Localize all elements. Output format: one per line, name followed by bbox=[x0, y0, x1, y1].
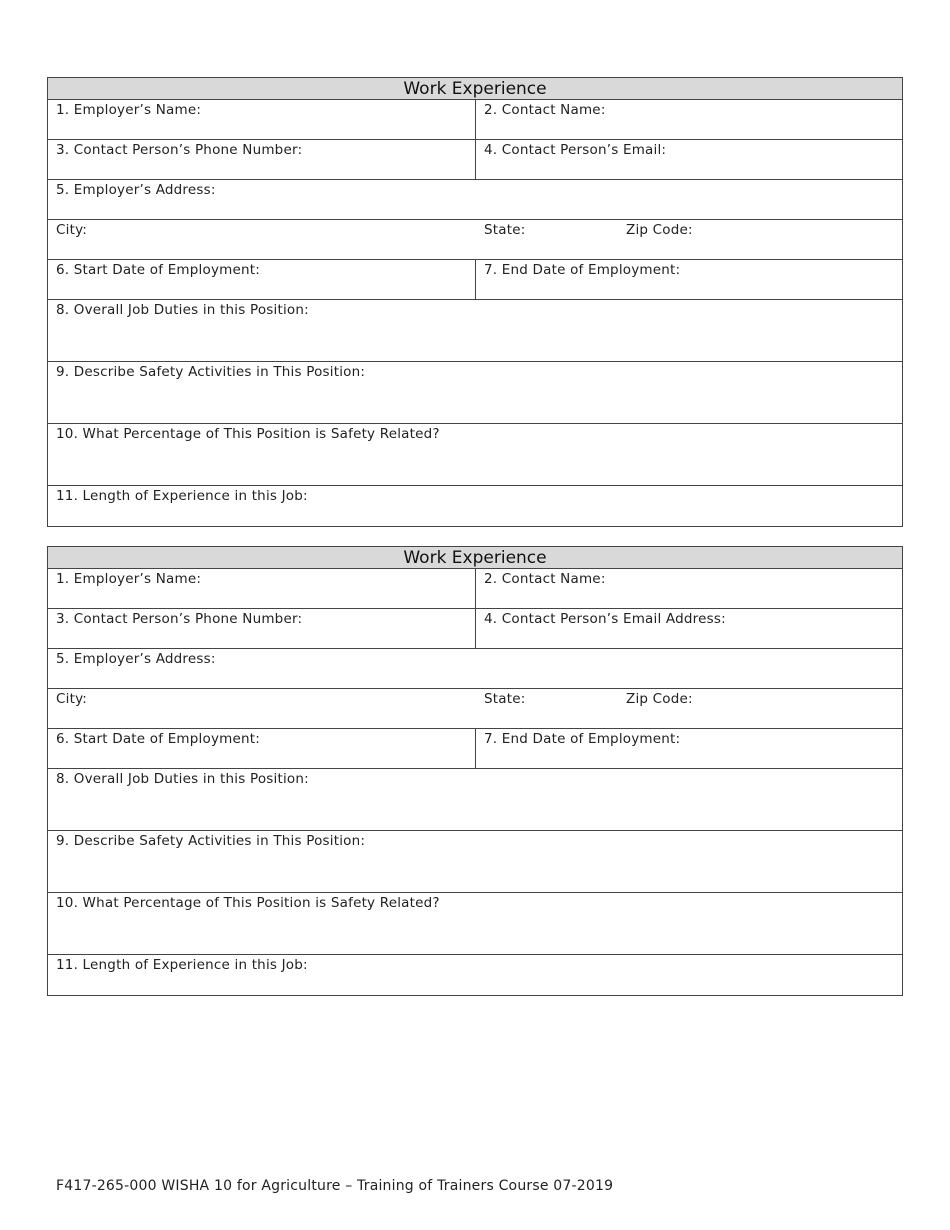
safety-percentage-field[interactable]: 10. What Percentage of This Position is Safety Related? bbox=[56, 426, 440, 442]
experience-length-field[interactable]: 11. Length of Experience in this Job: bbox=[56, 488, 308, 504]
job-duties-field[interactable]: 8. Overall Job Duties in this Position: bbox=[56, 771, 309, 787]
contact-name-field[interactable]: 2. Contact Name: bbox=[484, 102, 606, 118]
row-address bbox=[48, 649, 902, 689]
row-job-duties bbox=[48, 300, 902, 362]
city-field[interactable]: City: bbox=[56, 691, 88, 707]
row-contact bbox=[48, 140, 902, 180]
safety-percentage-field[interactable]: 10. What Percentage of This Position is Safety Related? bbox=[56, 895, 440, 911]
contact-name-field[interactable]: 2. Contact Name: bbox=[484, 571, 606, 587]
section-title: Work Experience bbox=[48, 547, 902, 569]
zip-field[interactable]: Zip Code: bbox=[626, 691, 693, 707]
row-names bbox=[48, 100, 902, 140]
row-job-duties bbox=[48, 769, 902, 831]
row-city-state-zip bbox=[48, 220, 902, 260]
employer-name-field[interactable]: 1. Employer’s Name: bbox=[48, 569, 476, 608]
row-experience-length bbox=[48, 486, 902, 526]
state-field[interactable]: State: bbox=[484, 691, 526, 707]
row-experience-length bbox=[48, 955, 902, 995]
row-safety-activities bbox=[48, 362, 902, 424]
state-field[interactable]: State: bbox=[484, 222, 526, 238]
row-dates bbox=[48, 729, 902, 769]
row-dates bbox=[48, 260, 902, 300]
experience-length-field[interactable]: 11. Length of Experience in this Job: bbox=[56, 957, 308, 973]
end-date-field[interactable]: 7. End Date of Employment: bbox=[484, 731, 681, 747]
row-names bbox=[48, 569, 902, 609]
employer-address-field[interactable]: 5. Employer’s Address: bbox=[56, 651, 216, 667]
employer-address-field[interactable]: 5. Employer’s Address: bbox=[56, 182, 216, 198]
work-experience-section-1 bbox=[47, 77, 903, 527]
row-contact bbox=[48, 609, 902, 649]
contact-email-field[interactable]: 4. Contact Person’s Email Address: bbox=[484, 611, 726, 627]
contact-phone-field[interactable]: 3. Contact Person’s Phone Number: bbox=[48, 140, 476, 179]
section-title: Work Experience bbox=[48, 78, 902, 100]
city-field[interactable]: City: bbox=[56, 222, 88, 238]
safety-activities-field[interactable]: 9. Describe Safety Activities in This Position: bbox=[56, 833, 366, 849]
safety-activities-field[interactable]: 9. Describe Safety Activities in This Position: bbox=[56, 364, 366, 380]
zip-field[interactable]: Zip Code: bbox=[626, 222, 693, 238]
start-date-field[interactable]: 6. Start Date of Employment: bbox=[48, 260, 476, 299]
job-duties-field[interactable]: 8. Overall Job Duties in this Position: bbox=[56, 302, 309, 318]
contact-email-field[interactable]: 4. Contact Person’s Email: bbox=[484, 142, 667, 158]
form-footer: F417-265-000 WISHA 10 for Agriculture – Training of Trainers Course 07-2019 bbox=[56, 1178, 614, 1194]
row-safety-activities bbox=[48, 831, 902, 893]
row-safety-percentage bbox=[48, 424, 902, 486]
row-address bbox=[48, 180, 902, 220]
row-city-state-zip bbox=[48, 689, 902, 729]
end-date-field[interactable]: 7. End Date of Employment: bbox=[484, 262, 681, 278]
employer-name-field[interactable]: 1. Employer’s Name: bbox=[48, 100, 476, 139]
work-experience-section-2 bbox=[47, 546, 903, 996]
start-date-field[interactable]: 6. Start Date of Employment: bbox=[48, 729, 476, 768]
row-safety-percentage bbox=[48, 893, 902, 955]
contact-phone-field[interactable]: 3. Contact Person’s Phone Number: bbox=[48, 609, 476, 648]
